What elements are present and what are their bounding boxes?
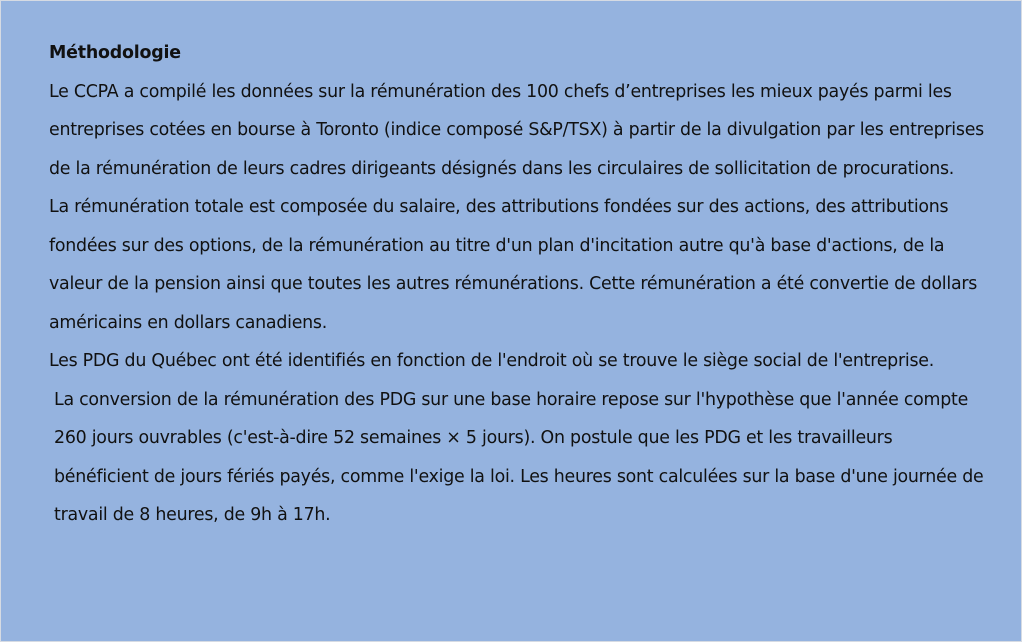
methodology-content bbox=[49, 34, 989, 535]
methodology-paragraph-total-compensation: La rémunération totale est composée du salaire, des attributions fondées sur des actions, des attributions fondées sur des options, de la rémunération au titre d'un plan d'incitation autre qu'à base d'actions, de la valeur de la pension ainsi que toutes les autres rémunérations. Cette rémunération a été convertie de dollars américains en dollars canadiens. bbox=[49, 197, 978, 333]
methodology-paragraph-quebec-ceos: Les PDG du Québec ont été identifiés en fonction de l'endroit où se trouve le siège social de l'entreprise. bbox=[49, 351, 934, 371]
methodology-title: Méthodologie bbox=[49, 43, 181, 63]
methodology-paragraph-hourly-conversion: La conversion de la rémunération des PDG sur une base horaire repose sur l'hypothèse que l'année compte 260 jours ouvrables (c'est-à-dire 52 semaines × 5 jours). On postule que les PDG et les travailleurs bénéficient de jours fériés payés, comme l'exige la loi. Les heures sont calculées sur la base d'une journée de travail de 8 heures, de 9h à 17h. bbox=[54, 389, 984, 525]
methodology-paragraph-sources: Le CCPA a compilé les données sur la rémunération des 100 chefs d’entreprises les mieux payés parmi les entreprises cotées en bourse à Toronto (indice composé S&P/TSX) à partir de la divulgation par les entreprises de la rémunération de leurs cadres dirigeants désignés dans les circulaires de sollicitation de procurations. bbox=[49, 81, 984, 179]
